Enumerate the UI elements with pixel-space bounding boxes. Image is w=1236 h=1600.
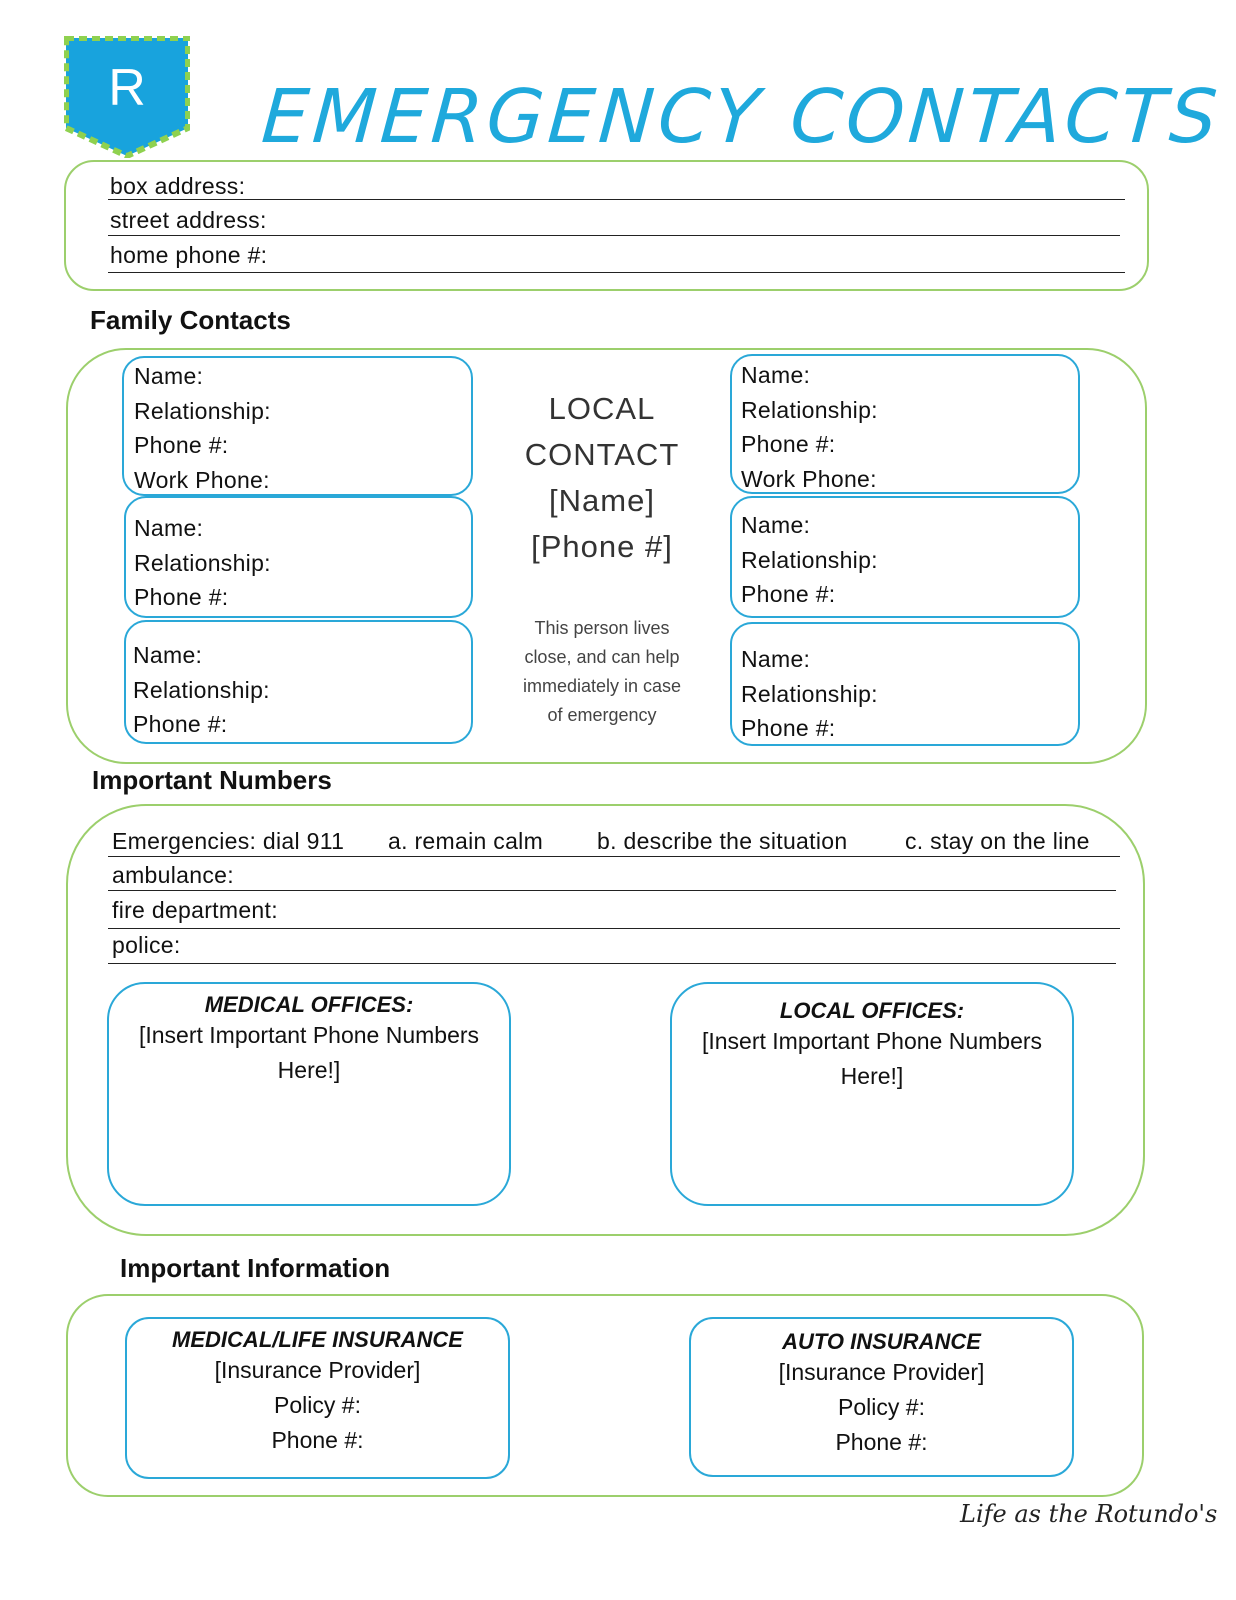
local-contact-phone-placeholder: [Phone #] (531, 529, 673, 564)
local-offices-title: LOCAL OFFICES: (779, 998, 965, 1023)
emergency-step-b: b. describe the situation (597, 828, 848, 854)
contact-name-label: Name: (741, 512, 811, 538)
emergency-step-a: a. remain calm (388, 828, 544, 854)
medical-offices-box[interactable] (107, 982, 511, 1206)
street-address-label: street address: (110, 207, 267, 233)
local-contact-panel (492, 386, 712, 730)
emergency-instruction: Emergencies: dial 911 (112, 828, 345, 854)
emergency-step-c: c. stay on the line (905, 828, 1090, 854)
auto-insurance-box[interactable] (689, 1317, 1074, 1477)
local-offices-box[interactable] (670, 982, 1074, 1206)
fire-department-label: fire department: (112, 897, 278, 923)
contact-work-phone-label: Work Phone: (134, 466, 270, 493)
contact-name-label: Name: (741, 362, 811, 388)
family-contact-card[interactable] (122, 356, 473, 496)
insurance-phone-label: Phone #: (835, 1429, 928, 1455)
contact-phone-label: Phone #: (741, 581, 836, 607)
contact-phone-label: Phone #: (134, 584, 229, 610)
medical-offices-placeholder: [Insert Important Phone Numbers (138, 1022, 480, 1048)
family-contact-card[interactable] (124, 496, 473, 618)
local-contact-label: LOCAL (548, 391, 656, 426)
local-contact-description: This person lives (534, 618, 670, 638)
policy-number-label: Policy #: (838, 1394, 925, 1420)
insurance-provider-placeholder: [Insurance Provider] (214, 1357, 421, 1383)
home-phone-line[interactable] (108, 272, 1125, 273)
home-phone-label: home phone #: (110, 242, 268, 268)
family-contact-card[interactable] (730, 354, 1080, 494)
local-contact-name-placeholder: [Name] (549, 483, 655, 518)
box-address-line[interactable] (108, 199, 1125, 200)
contact-name-label: Name: (134, 363, 204, 389)
fire-department-line[interactable] (108, 928, 1120, 929)
family-contacts-heading: Family Contacts (90, 305, 291, 335)
local-contact-label: CONTACT (524, 437, 680, 472)
medical-insurance-box[interactable] (125, 1317, 510, 1479)
contact-relationship-label: Relationship: (741, 680, 878, 707)
contact-phone-label: Phone #: (133, 711, 228, 737)
ambulance-line[interactable] (108, 890, 1116, 891)
contact-phone-label: Phone #: (134, 432, 229, 458)
important-information-heading: Important Information (120, 1253, 391, 1283)
contact-relationship-label: Relationship: (133, 676, 270, 703)
insurance-phone-label: Phone #: (271, 1427, 364, 1453)
family-contact-card[interactable] (730, 622, 1080, 746)
contact-name-label: Name: (133, 642, 203, 668)
family-contact-card[interactable] (730, 496, 1080, 618)
contact-relationship-label: Relationship: (741, 546, 878, 573)
contact-name-label: Name: (134, 515, 204, 541)
local-offices-placeholder: Here!] (840, 1063, 904, 1089)
auto-insurance-title: AUTO INSURANCE (782, 1329, 981, 1354)
contact-relationship-label: Relationship: (741, 396, 878, 423)
footer-signature: Life as the Rotundo's (960, 1500, 1218, 1528)
police-label: police: (112, 932, 181, 958)
contact-relationship-label: Relationship: (134, 549, 271, 576)
police-line[interactable] (108, 963, 1116, 964)
page-title: EMERGENCY CONTACTS (258, 74, 1224, 160)
local-contact-description: immediately in case (522, 676, 682, 696)
badge-letter: R (108, 59, 146, 117)
box-address-label: box address: (110, 173, 246, 199)
medical-insurance-title: MEDICAL/LIFE INSURANCE (172, 1327, 463, 1352)
contact-phone-label: Phone #: (741, 431, 836, 457)
local-contact-description: close, and can help (524, 647, 680, 667)
street-address-line[interactable] (108, 235, 1120, 236)
policy-number-label: Policy #: (274, 1392, 361, 1418)
family-contact-card[interactable] (124, 620, 473, 744)
important-numbers-heading: Important Numbers (92, 765, 332, 795)
contact-name-label: Name: (741, 646, 811, 672)
medical-offices-placeholder: Here!] (277, 1057, 341, 1083)
contact-phone-label: Phone #: (741, 715, 836, 741)
ambulance-label: ambulance: (112, 862, 234, 888)
contact-work-phone-label: Work Phone: (741, 465, 877, 492)
emergency-line (108, 856, 1120, 857)
local-contact-description: of emergency (547, 705, 657, 725)
monogram-badge (64, 36, 190, 158)
medical-offices-title: MEDICAL OFFICES: (204, 992, 414, 1017)
insurance-provider-placeholder: [Insurance Provider] (778, 1359, 985, 1385)
local-offices-placeholder: [Insert Important Phone Numbers (701, 1028, 1043, 1054)
contact-relationship-label: Relationship: (134, 397, 271, 424)
